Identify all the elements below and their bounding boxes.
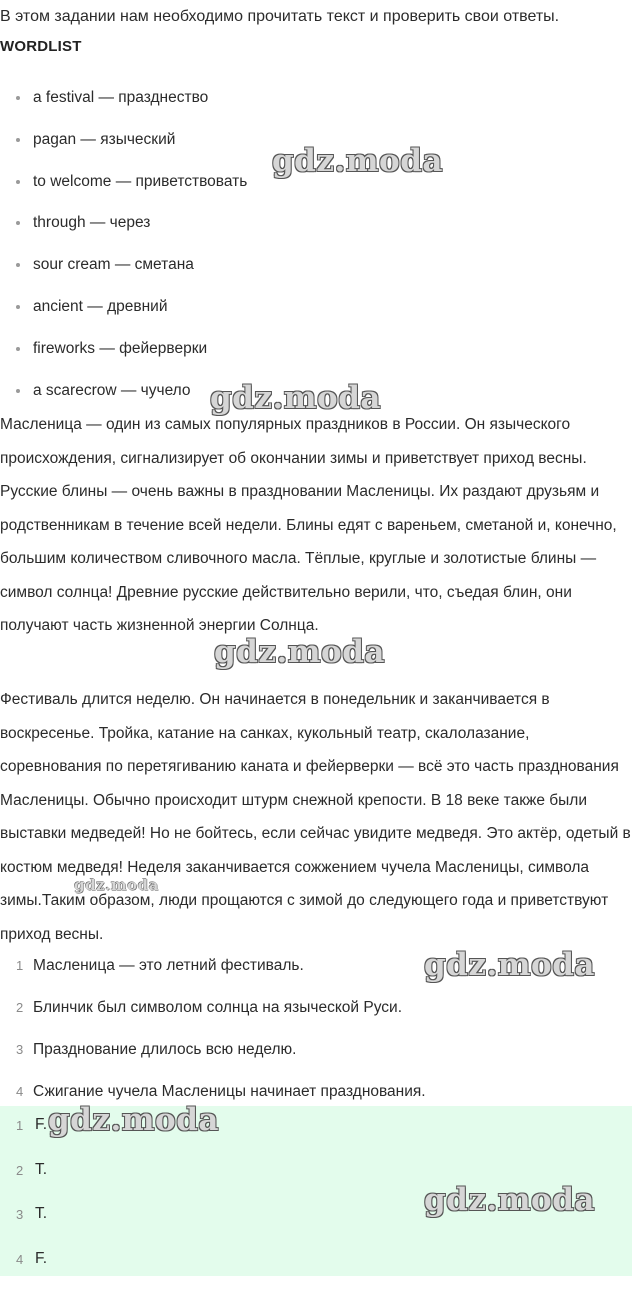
- wordlist-item: sour cream — сметана: [0, 253, 632, 295]
- wordlist-item: pagan — языческий: [0, 128, 632, 170]
- answer-item: [0, 1151, 632, 1196]
- wordlist-item: to welcome — приветствовать: [0, 170, 632, 212]
- question-text: Масленица — это летний фестиваль.: [33, 957, 304, 974]
- question-number: 1: [16, 958, 24, 973]
- question-number: 3: [16, 1042, 24, 1057]
- intro-text: В этом задании нам необходимо прочитать текст и проверить свои ответы.: [0, 8, 560, 25]
- wordlist: [0, 86, 632, 420]
- question-item: [0, 994, 632, 1036]
- watermark: gdz.moda: [424, 947, 595, 983]
- answer-text: F.: [35, 1249, 48, 1267]
- question-item: [0, 1036, 632, 1078]
- answer-list: [0, 1106, 632, 1276]
- answer-number: 1: [16, 1118, 24, 1133]
- question-text: Празднование длилось всю неделю.: [33, 1041, 297, 1058]
- answer-number: 3: [16, 1207, 24, 1222]
- answer-text: F.: [35, 1116, 48, 1133]
- answer-item: [0, 1195, 632, 1240]
- wordlist-item: a festival — празднество: [0, 86, 632, 128]
- wordlist-title: WORDLIST: [0, 38, 82, 55]
- watermark: gdz.moda: [424, 1182, 595, 1218]
- text-paragraph-2: Фестиваль длится неделю. Он начинается в понедельник и заканчивается в воскресенье. Тройка, катание на санках, кукольный театр, скалолазание, соревнования по перетягиванию каната и фейерверки — всё это часть празднования Масленицы. Обычно происходит штурм снежной крепости. В 18 веке также были выставки медведей! Но не бойтесь, если сейчас увидите медведя. Это актёр, одетый в костюм медведя! Неделя заканчивается сожжением чучела Масленицы, символа зимы.Таким образом, люди прощаются с зимой до следующего года и приветствуют приход весны.: [0, 691, 631, 943]
- watermark: gdz.moda: [48, 1102, 219, 1138]
- wordlist-item: fireworks — фейерверки: [0, 337, 632, 379]
- watermark: gdz.moda: [272, 143, 443, 179]
- answer-text: T.: [35, 1205, 48, 1222]
- answer-number: 2: [16, 1162, 24, 1178]
- question-text: Сжигание чучела Масленицы начинает празднования.: [33, 1083, 426, 1100]
- wordlist-item: a scarecrow — чучело: [0, 379, 632, 421]
- answer-text: T.: [35, 1160, 48, 1178]
- answer-item: [0, 1240, 632, 1285]
- question-number: 2: [16, 1000, 24, 1015]
- watermark: gdz.moda: [74, 876, 159, 894]
- wordlist-item: through — через: [0, 211, 632, 253]
- watermark: gdz.moda: [210, 380, 381, 416]
- question-text: Блинчик был символом солнца на языческой Руси.: [33, 999, 403, 1016]
- question-list: [0, 952, 632, 1120]
- text-paragraph-1: Масленица — один из самых популярных праздников в России. Он языческого происхождения, сигнализирует об окончании зимы и приветствует приход весны. Русские блины — очень важны в праздновании Масленицы. Их раздают друзьям и родственникам в течение всей недели. Блины едят с вареньем, сметаной и, конечно, большим количеством сливочного масла. Тёплые, круглые и золотистые блины — символ солнца! Древние русские действительно верили, что, съедая блин, они получают часть жизненной энергии Солнца.: [0, 416, 617, 634]
- question-number: 4: [16, 1084, 24, 1099]
- question-item: [0, 952, 632, 994]
- answer-item: [0, 1106, 632, 1151]
- answer-number: 4: [16, 1251, 24, 1267]
- watermark: gdz.moda: [214, 634, 385, 670]
- wordlist-item: ancient — древний: [0, 295, 632, 337]
